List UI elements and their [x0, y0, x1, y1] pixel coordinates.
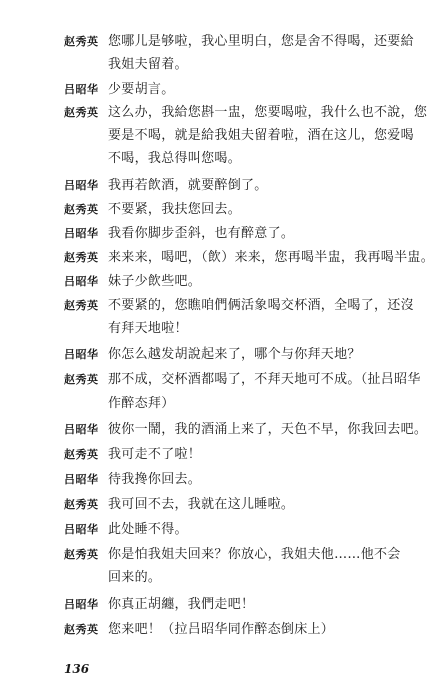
dialogue-line: 彼你一鬧，我的酒涌上来了，天色不早，你我回去吧。: [108, 422, 428, 437]
speaker-name: 赵秀英: [64, 106, 99, 119]
speaker-name: 赵秀英: [64, 448, 99, 461]
speaker-name: 赵秀英: [64, 498, 99, 511]
speaker-name: 吕昭华: [64, 227, 99, 240]
speaker-name: 赵秀英: [64, 373, 99, 386]
speaker-name: 吕昭华: [64, 598, 99, 611]
dialogue-line: 我姐夫留着。: [108, 57, 188, 72]
speaker-name: 吕昭华: [64, 275, 99, 288]
speaker-name: 吕昭华: [64, 423, 99, 436]
dialogue-line: 少要胡言。: [108, 82, 175, 97]
dialogue-line: 你怎么越发胡說起来了，哪个与你拜天地？: [108, 347, 361, 362]
dialogue-line: 我可回不去，我就在这儿睡啦。: [108, 497, 295, 512]
dialogue-line: 来来来，喝吧，（飲）来来，您再喝半盅，我再喝半盅。: [108, 250, 435, 265]
dialogue-line: 妹子少飲些吧。: [108, 274, 202, 289]
dialogue-line: 那不成，交杯酒都喝了，不拜天地可不成。（扯吕昭华: [108, 372, 421, 387]
speaker-name: 吕昭华: [64, 179, 99, 192]
dialogue-line: 我可走不了啦！: [108, 447, 202, 462]
dialogue-line: 你是怕我姐夫回来？你放心，我姐夫他……他不会: [108, 547, 401, 562]
speaker-name: 赵秀英: [64, 548, 99, 561]
speaker-name: 吕昭华: [64, 523, 99, 536]
speaker-name: 赵秀英: [64, 623, 99, 636]
dialogue-line: 要是不喝，就是給我姐夫留着啦，酒在这儿，您爱喝: [108, 128, 414, 143]
dialogue-line: 您哪儿是够啦，我心里明白，您是舍不得喝，还要給: [108, 34, 414, 49]
dialogue-line: 不要紧，我扶您回去。: [108, 202, 242, 217]
speaker-name: 赵秀英: [64, 203, 99, 216]
dialogue-line: 您来吧！（拉吕昭华同作醉态倒床上）: [108, 622, 335, 637]
speaker-name: 吕昭华: [64, 348, 99, 361]
dialogue-line: 不喝，我总得叫您喝。: [108, 151, 242, 166]
dialogue-line: 此处睡不得。: [108, 522, 188, 537]
speaker-name: 吕昭华: [64, 83, 99, 96]
dialogue-line: 作醉态拜）: [108, 396, 175, 411]
speaker-name: 吕昭华: [64, 473, 99, 486]
speaker-name: 赵秀英: [64, 35, 99, 48]
page-number: 136: [64, 662, 90, 676]
speaker-name: 赵秀英: [64, 251, 99, 264]
dialogue-line: 这么办，我給您斟一盅，您要喝啦，我什么也不說，您: [108, 105, 428, 120]
speaker-name: 赵秀英: [64, 299, 99, 312]
dialogue-line: 回来的。: [108, 570, 162, 585]
dialogue-line: 我再若飲酒，就要醉倒了。: [108, 178, 268, 193]
dialogue-line: 不要紧的，您瞧咱們俩活象喝交杯酒，全喝了，还沒: [108, 298, 414, 313]
dialogue-line: 待我搀你回去。: [108, 472, 202, 487]
dialogue-line: 有拜天地啦！: [108, 321, 188, 336]
dialogue-line: 我看你脚步歪斜，也有醉意了。: [108, 226, 295, 241]
dialogue-line: 你真正胡纏，我們走吧！: [108, 597, 255, 612]
